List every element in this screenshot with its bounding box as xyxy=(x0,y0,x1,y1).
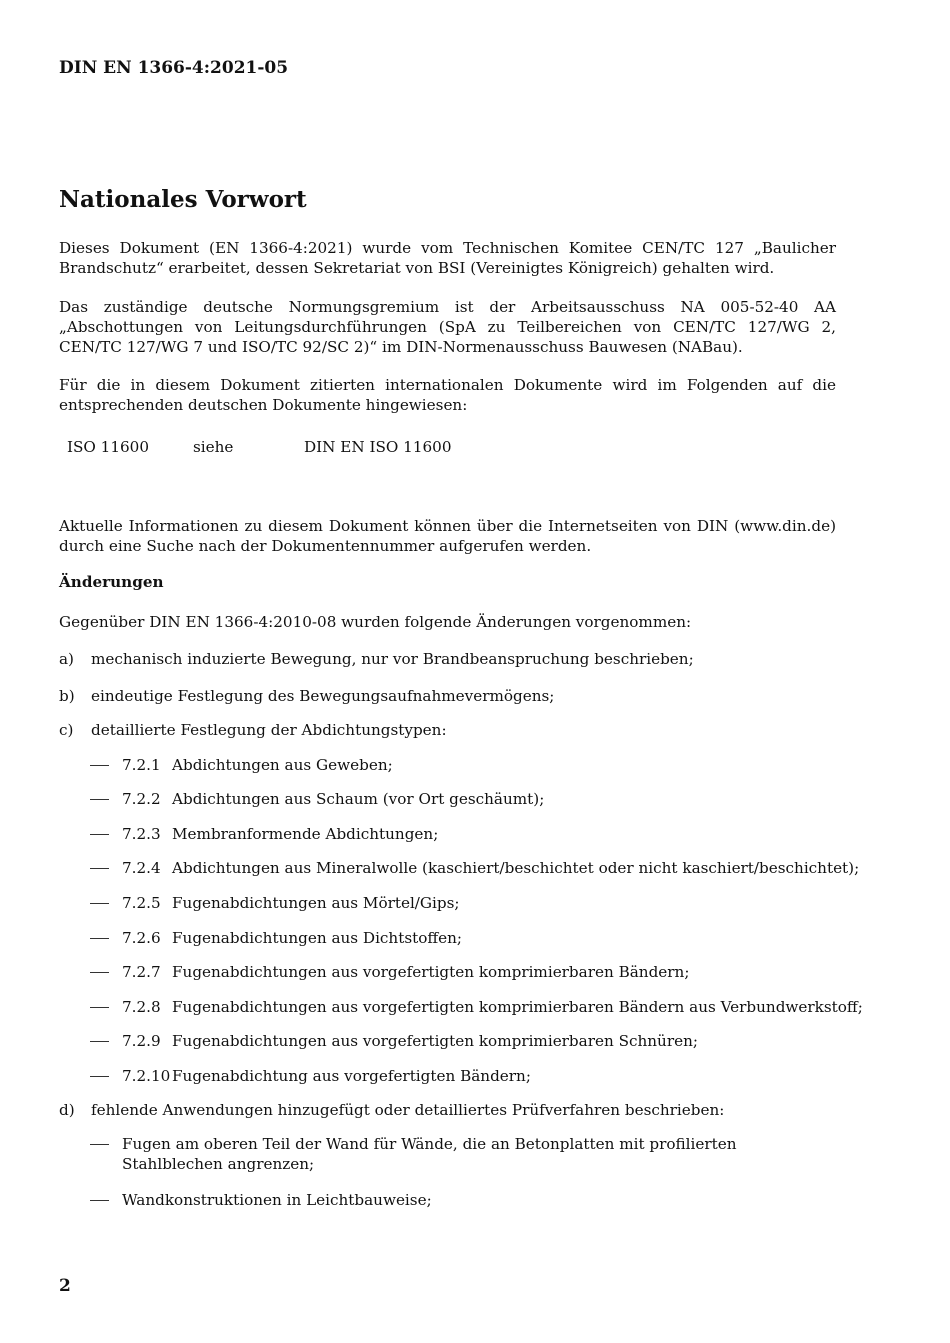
section-title: Nationales Vorwort xyxy=(59,186,307,213)
document-id-header: DIN EN 1366-4:2021-05 xyxy=(59,58,289,78)
application-text: Wandkonstruktionen in Leichtbauweise; xyxy=(122,1191,432,1209)
dash-bullet xyxy=(90,903,109,904)
changes-heading: Änderungen xyxy=(59,573,164,591)
dash-bullet xyxy=(90,1144,109,1145)
clause-number: 7.2.1 xyxy=(122,756,161,774)
reference-german: DIN EN ISO 11600 xyxy=(304,438,452,456)
clause-number: 7.2.3 xyxy=(122,825,161,843)
clause-number: 7.2.5 xyxy=(122,894,161,912)
changes-intro: Gegenüber DIN EN 1366-4:2010-08 wurden folgende Änderungen vorgenommen: xyxy=(59,613,692,631)
list-item-text: detaillierte Festlegung der Abdichtungstypen: xyxy=(91,721,447,739)
dash-bullet xyxy=(90,972,109,973)
dash-bullet xyxy=(90,765,109,766)
list-marker: c) xyxy=(59,721,74,739)
dash-bullet xyxy=(90,868,109,869)
dash-bullet xyxy=(90,834,109,835)
dash-bullet xyxy=(90,1041,109,1042)
paragraph-current-info: Aktuelle Informationen zu diesem Dokument können über die Internetseiten von DIN (www.din.de) durch eine Suche nach der Dokumentennummer aufgerufen werden. xyxy=(59,517,836,555)
clause-number: 7.2.9 xyxy=(122,1032,161,1050)
reference-relation: siehe xyxy=(193,438,234,456)
clause-text: Abdichtungen aus Schaum (vor Ort geschäumt); xyxy=(172,790,545,808)
clause-number: 7.2.6 xyxy=(122,929,161,947)
clause-text: Fugenabdichtungen aus vorgefertigten komprimierbaren Bändern aus Verbundwerkstoff; xyxy=(172,998,863,1016)
clause-text: Abdichtungen aus Mineralwolle (kaschiert/beschichtet oder nicht kaschiert/beschichtet); xyxy=(172,859,860,877)
clause-number: 7.2.4 xyxy=(122,859,161,877)
dash-bullet xyxy=(90,799,109,800)
clause-number: 7.2.2 xyxy=(122,790,161,808)
list-marker: d) xyxy=(59,1101,75,1119)
dash-bullet xyxy=(90,1200,109,1201)
clause-text: Fugenabdichtungen aus Mörtel/Gips; xyxy=(172,894,460,912)
dash-bullet xyxy=(90,1076,109,1077)
clause-text: Abdichtungen aus Geweben; xyxy=(172,756,393,774)
sub-list-item xyxy=(0,1134,800,1178)
list-marker: b) xyxy=(59,687,75,705)
clause-number: 7.2.8 xyxy=(122,998,161,1016)
dash-bullet xyxy=(90,1007,109,1008)
list-item-text: eindeutige Festlegung des Bewegungsaufnahmevermögens; xyxy=(91,687,555,705)
list-item-text: mechanisch induzierte Bewegung, nur vor Brandbeanspruchung beschrieben; xyxy=(91,650,694,668)
clause-text: Fugenabdichtung aus vorgefertigten Bändern; xyxy=(172,1067,531,1085)
clause-text: Fugenabdichtungen aus vorgefertigten komprimierbaren Schnüren; xyxy=(172,1032,698,1050)
clause-text: Membranformende Abdichtungen; xyxy=(172,825,439,843)
list-marker: a) xyxy=(59,650,74,668)
clause-text: Fugenabdichtungen aus Dichtstoffen; xyxy=(172,929,463,947)
reference-international: ISO 11600 xyxy=(67,438,149,456)
paragraph-committee: Dieses Dokument (EN 1366-4:2021) wurde vom Technischen Komitee CEN/TC 127 „Baulicher Brandschutz“ erarbeitet, dessen Sekretariat von BSI (Vereinigtes Königreich) gehalten wird. xyxy=(59,239,836,277)
paragraph-cited-documents: Für die in diesem Dokument zitierten internationalen Dokumente wird im Folgenden auf die entsprechenden deutschen Dokumente hingewiesen: xyxy=(59,376,836,414)
list-item-text: fehlende Anwendungen hinzugefügt oder detailliertes Prüfverfahren beschrieben: xyxy=(91,1101,725,1119)
clause-number: 7.2.7 xyxy=(122,963,161,981)
paragraph-standards-body: Das zuständige deutsche Normungsgremium ist der Arbeitsausschuss NA 005-52-40 AA „Abschottungen von Leitungsdurchführungen (SpA zu Teilbereichen von CEN/TC 127/WG 2, CEN/TC 127/WG 7 und ISO/TC 92/SC 2)“ im DIN-Normenausschuss Bauwesen (NABau). xyxy=(59,298,836,356)
clause-number: 7.2.10 xyxy=(122,1067,171,1085)
page-number: 2 xyxy=(59,1276,71,1296)
clause-text: Fugenabdichtungen aus vorgefertigten komprimierbaren Bändern; xyxy=(172,963,690,981)
dash-bullet xyxy=(90,938,109,939)
application-text: Fugen am oberen Teil der Wand für Wände, die an Betonplatten mit profilierten Stahlblechen angrenzen; xyxy=(122,1135,737,1173)
